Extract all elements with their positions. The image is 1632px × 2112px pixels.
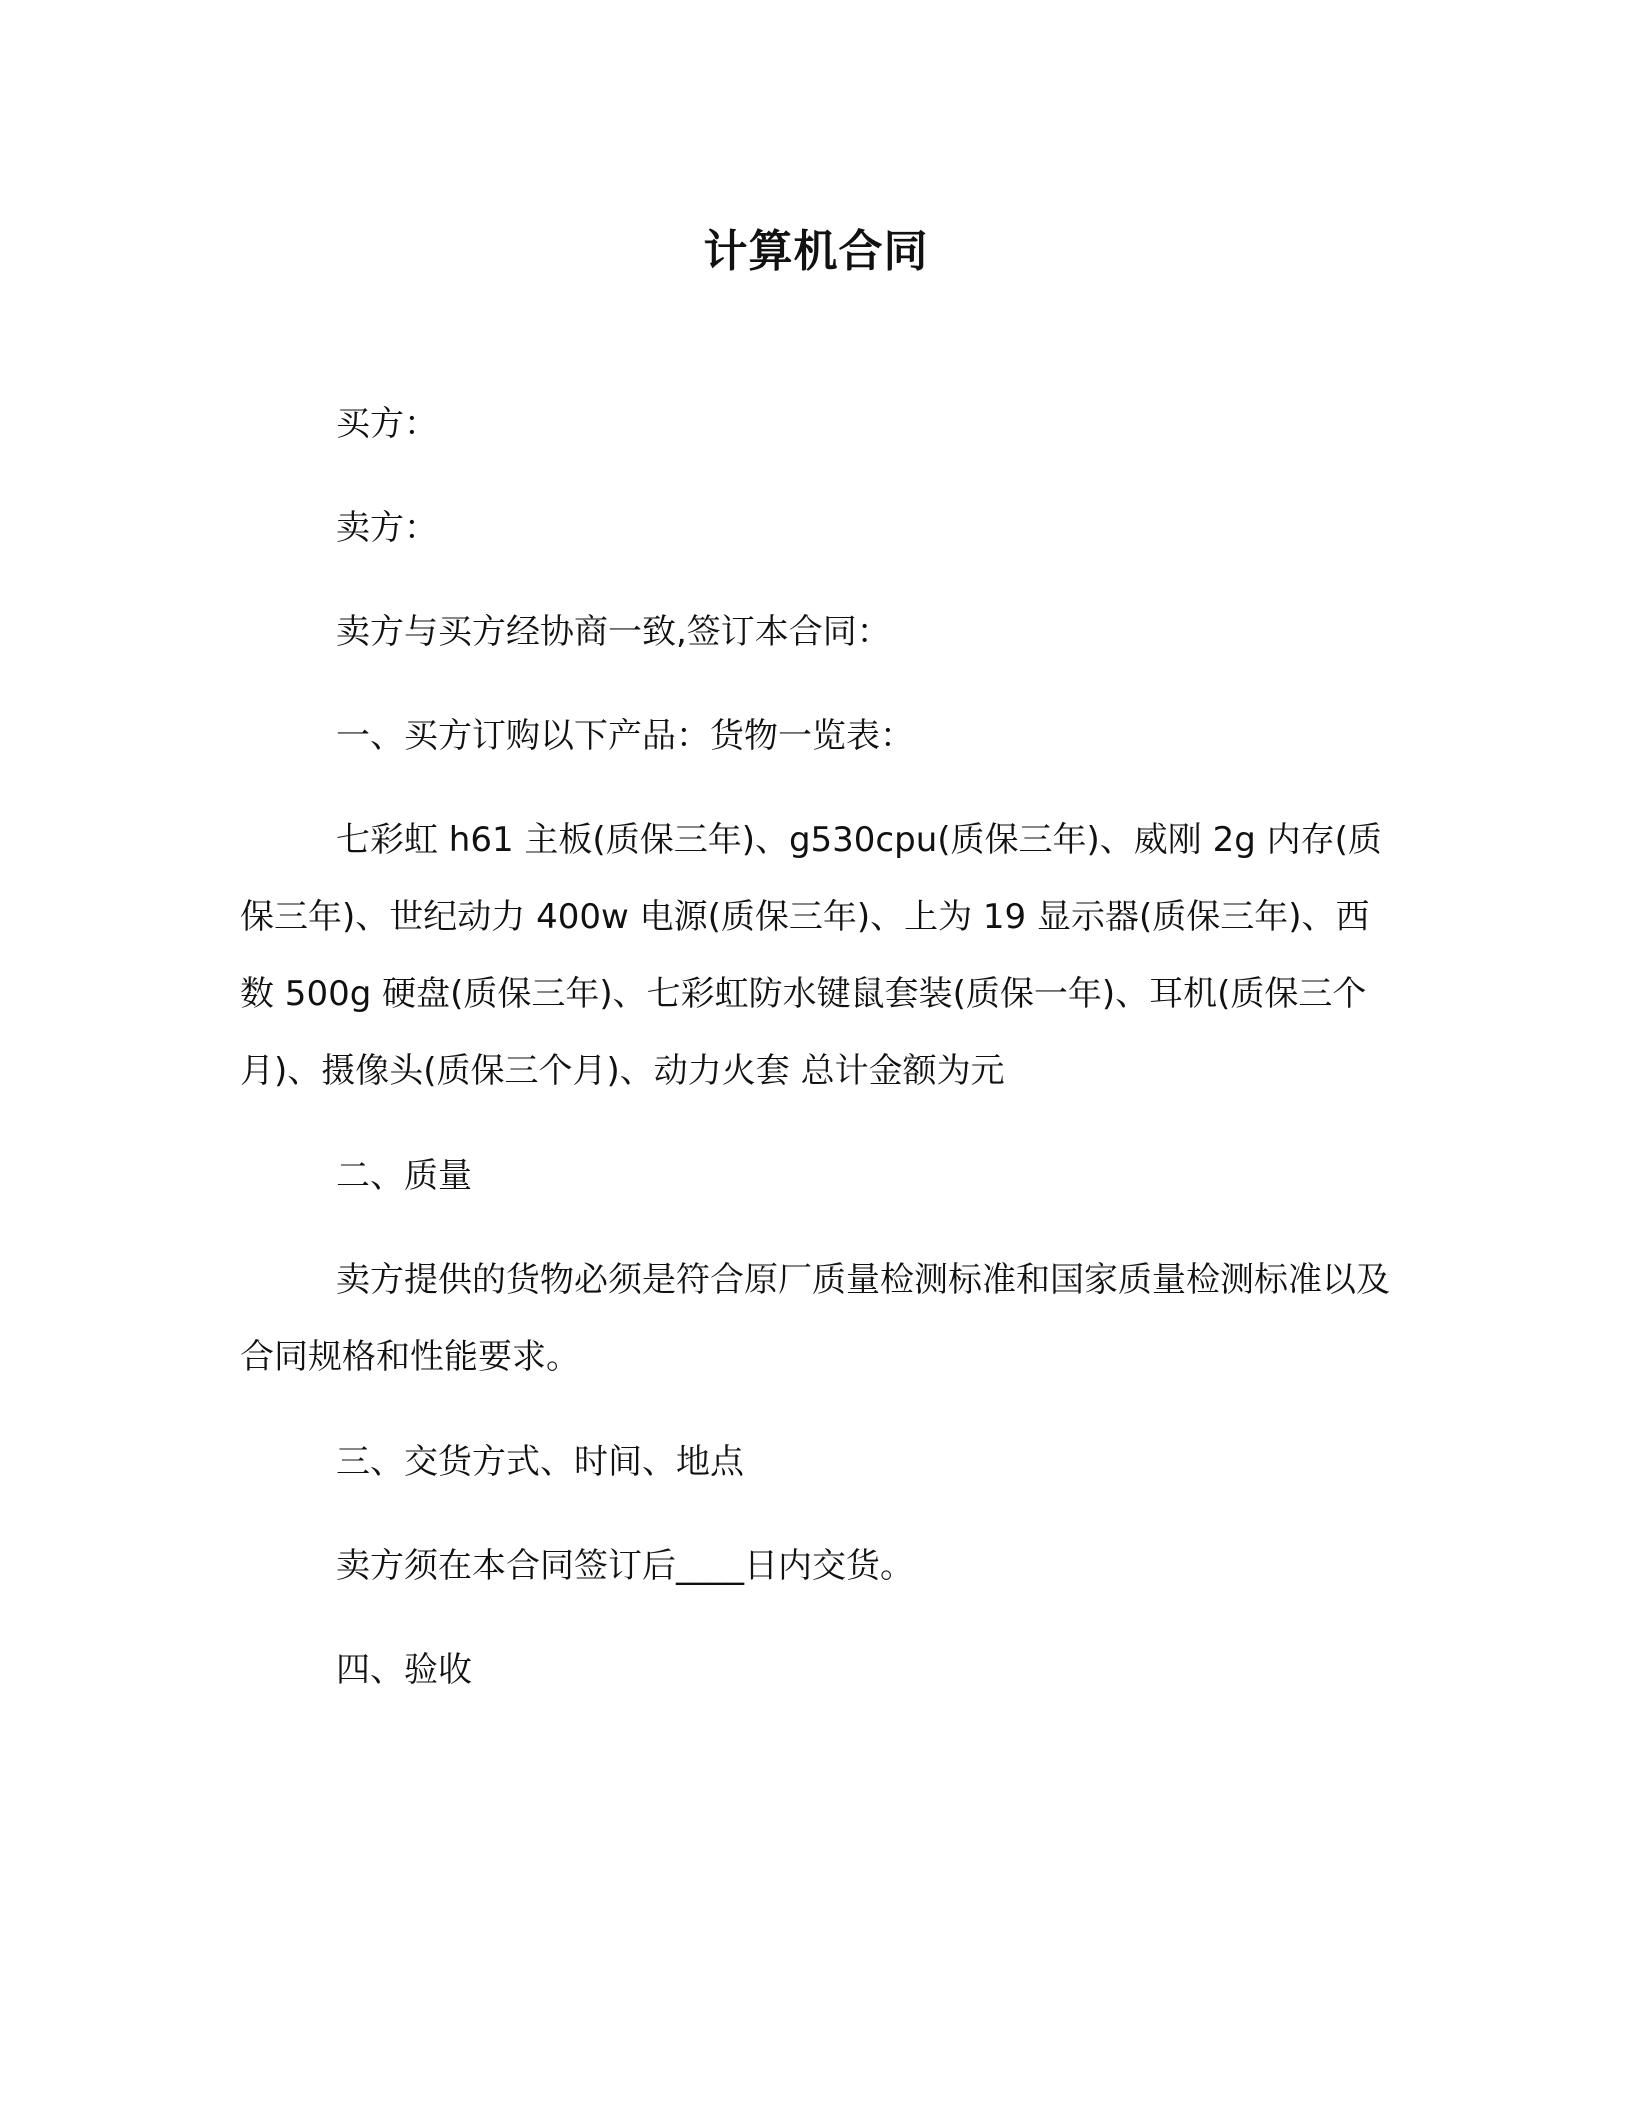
seller-line: 卖方： (336, 508, 438, 548)
section-2-heading: 二、质量 (336, 1156, 472, 1196)
goods-list-paragraph: 七彩虹 h61 主板(质保三年)、g530cpu(质保三年)、威刚 2g 内存(质保三年)、世纪动力 400w 电源(质保三年)、上为 19 显示器(质保三年)、西数 500g 硬盘(质保三年)、七彩虹防水键鼠套装(质保一年)、耳机(质保三个月)、摄像头(质保三个月)、动力火套 总计金额为元 (240, 820, 1382, 1091)
buyer-line: 买方： (336, 404, 438, 444)
section-3-heading: 三、交货方式、时间、地点 (336, 1442, 744, 1482)
quality-paragraph: 卖方提供的货物必须是符合原厂质量检测标准和国家质量检测标准以及合同规格和性能要求。 (240, 1260, 1390, 1377)
delivery-paragraph: 卖方须在本合同签订后____日内交货。 (336, 1546, 914, 1586)
agreement-intro: 卖方与买方经协商一致,签订本合同： (336, 612, 891, 652)
section-1-heading: 一、买方订购以下产品：货物一览表： (336, 716, 914, 756)
document-title: 计算机合同 (703, 226, 929, 277)
section-4-heading: 四、验收 (336, 1650, 472, 1690)
